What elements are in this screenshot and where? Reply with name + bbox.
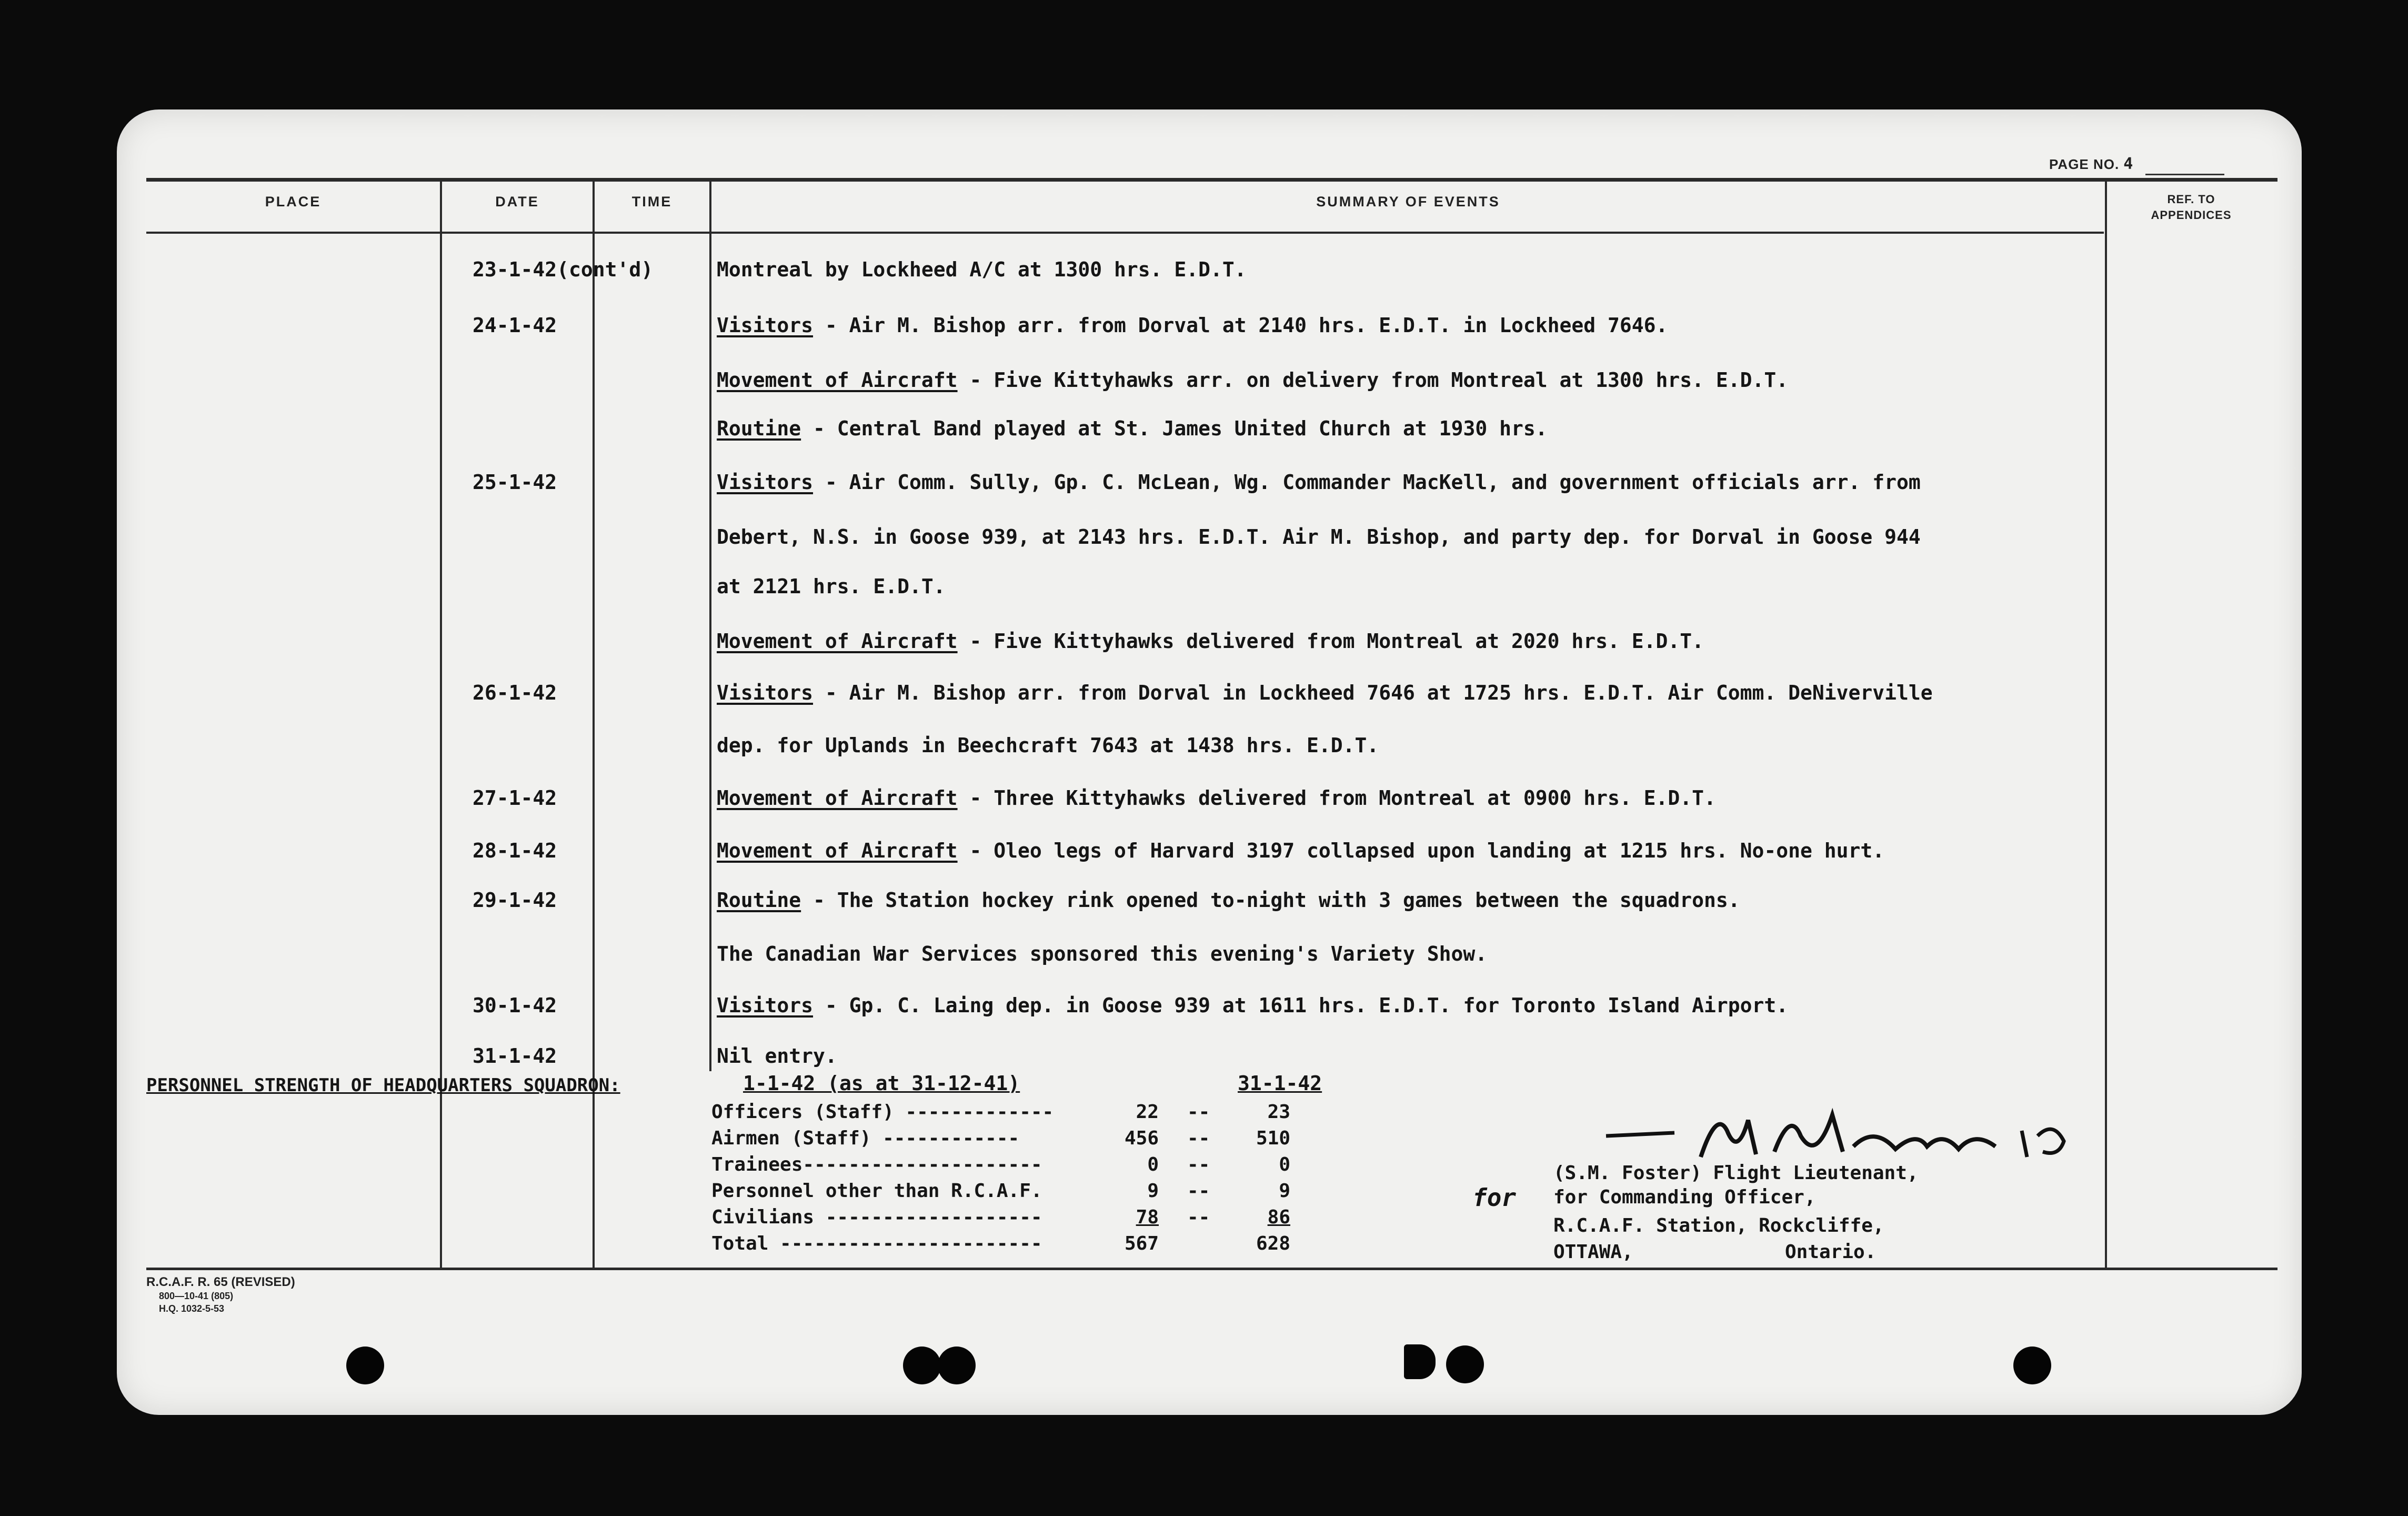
entry-date: 29-1-42: [473, 889, 557, 912]
entry-text: [717, 889, 1740, 912]
entry-text: [717, 1044, 837, 1068]
punch-hole: [1446, 1345, 1484, 1383]
entry-date: 25-1-42: [473, 471, 557, 494]
entry-body: - Air Comm. Sully, Gp. C. McLean, Wg. Commander MacKell, and government officials arr. from: [813, 471, 1921, 494]
form-id-line1: R.C.A.F. R. 65 (REVISED): [146, 1275, 295, 1289]
entry-category: Visitors: [717, 471, 814, 494]
entry-text: [717, 942, 1487, 965]
entry-category: Visitors: [717, 314, 814, 337]
top-rule: [146, 178, 2277, 182]
personnel-dash: --: [1187, 1101, 1210, 1123]
personnel-row-v1: 9: [1147, 1180, 1159, 1202]
entry-body: The Canadian War Services sponsored this evening's Variety Show.: [717, 942, 1488, 965]
entry-body: dep. for Uplands in Beechcraft 7643 at 1438 hrs. E.D.T.: [717, 734, 1379, 757]
entry-category: Movement of Aircraft: [717, 630, 958, 653]
personnel-row-v2: 628: [1256, 1233, 1290, 1254]
form-id-line2: 800—10-41 (805): [159, 1291, 234, 1301]
entry-text: [717, 368, 1788, 392]
personnel-row-label: Officers (Staff) -------------: [711, 1101, 1054, 1123]
entry-body: - Air M. Bishop arr. from Dorval at 2140 hrs. E.D.T. in Lockheed 7646.: [813, 314, 1668, 337]
col-time: TIME: [631, 194, 673, 210]
entry-text: [717, 630, 1704, 653]
personnel-dash: --: [1187, 1180, 1210, 1202]
personnel-row-label: Total -----------------------: [711, 1233, 1042, 1254]
entry-category: Movement of Aircraft: [717, 368, 958, 392]
punch-hole: [903, 1347, 941, 1384]
entry-body: - Five Kittyhawks arr. on delivery from Montreal at 1300 hrs. E.D.T.: [957, 368, 1789, 392]
entry-body: Debert, N.S. in Goose 939, at 2143 hrs. E.D.T. Air M. Bishop, and party dep. for Dorval in Goose 944: [717, 525, 1921, 548]
bottom-rule: [146, 1268, 2277, 1270]
signature-line3: R.C.A.F. Station, Rockcliffe,: [1553, 1215, 1884, 1236]
entry-body: Montreal by Lockheed A/C at 1300 hrs. E.D.T.: [717, 258, 1247, 281]
entry-text: [717, 258, 1247, 281]
punch-hole: [1404, 1344, 1436, 1379]
date-time-divider: [593, 182, 595, 1268]
entry-text: [717, 575, 946, 598]
entry-date: 23-1-42(cont'd): [473, 258, 654, 281]
personnel-dash: --: [1187, 1154, 1210, 1175]
form-id-line3: H.Q. 1032-5-53: [159, 1303, 225, 1314]
entry-date: 26-1-42: [473, 681, 557, 704]
entry-category: Routine: [717, 889, 801, 912]
time-summary-divider: [709, 182, 711, 1071]
entry-date: 27-1-42: [473, 786, 557, 810]
entry-body: - Five Kittyhawks delivered from Montreal at 2020 hrs. E.D.T.: [957, 630, 1704, 653]
personnel-row-v1: 0: [1147, 1154, 1159, 1175]
entry-date: 30-1-42: [473, 994, 557, 1017]
entry-body: at 2121 hrs. E.D.T.: [717, 575, 946, 598]
punch-hole: [2013, 1347, 2051, 1384]
entry-category: Movement of Aircraft: [717, 786, 958, 810]
entry-text: [717, 994, 1788, 1017]
personnel-row-label: Civilians -------------------: [711, 1206, 1042, 1228]
personnel-row-v2: 86: [1267, 1206, 1290, 1228]
signature-line1: (S.M. Foster) Flight Lieutenant,: [1553, 1162, 1919, 1184]
entry-category: Movement of Aircraft: [717, 839, 958, 862]
page-no-label: PAGE NO.: [2049, 156, 2120, 172]
personnel-row-label: Trainees---------------------: [711, 1154, 1042, 1175]
personnel-col2-head: 31-1-42: [1238, 1072, 1322, 1095]
entry-text: [717, 525, 1921, 548]
col-ref-line1: REF. TO: [2167, 193, 2215, 206]
entry-body: - Oleo legs of Harvard 3197 collapsed upon landing at 1215 hrs. No-one hurt.: [957, 839, 1885, 862]
place-date-divider: [440, 182, 442, 1268]
page-no-underline: [2145, 174, 2224, 175]
personnel-row-v2: 0: [1279, 1154, 1290, 1175]
personnel-row-v1: 567: [1124, 1233, 1159, 1254]
entry-date: 24-1-42: [473, 314, 557, 337]
signature-city: OTTAWA,: [1553, 1241, 1633, 1263]
diary-card: [117, 109, 2302, 1415]
entry-category: Visitors: [717, 994, 814, 1017]
personnel-title: PERSONNEL STRENGTH OF HEADQUARTERS SQUADRON:: [146, 1075, 620, 1096]
entry-category: Routine: [717, 417, 801, 440]
entry-body: Nil entry.: [717, 1044, 837, 1068]
personnel-row-v2: 23: [1267, 1101, 1290, 1123]
personnel-row-v1: 456: [1124, 1128, 1159, 1149]
signature-prefix: for: [1472, 1183, 1517, 1212]
col-summary: SUMMARY OF EVENTS: [1316, 194, 1500, 210]
personnel-row-v2: 9: [1279, 1180, 1290, 1202]
punch-hole: [346, 1347, 384, 1384]
col-ref-line2: APPENDICES: [2151, 208, 2232, 222]
entry-body: - Three Kittyhawks delivered from Montreal at 0900 hrs. E.D.T.: [957, 786, 1716, 810]
entry-body: - Air M. Bishop arr. from Dorval in Lockheed 7646 at 1725 hrs. E.D.T. Air Comm. DeNiverville: [813, 681, 1933, 704]
col-date: DATE: [495, 194, 539, 210]
personnel-row-v1: 22: [1136, 1101, 1159, 1123]
signature-line2: for Commanding Officer,: [1553, 1186, 1816, 1208]
entry-date: 28-1-42: [473, 839, 557, 862]
page-no-value: 4: [2123, 155, 2134, 173]
personnel-row-v1: 78: [1136, 1206, 1159, 1228]
entry-text: [717, 839, 1884, 862]
personnel-row-v2: 510: [1256, 1128, 1290, 1149]
col-ref: [2107, 192, 2275, 223]
page-number: [2049, 155, 2133, 173]
signature-province: Ontario.: [1785, 1241, 1877, 1263]
entry-body: - The Station hockey rink opened to-night with 3 games between the squadrons.: [801, 889, 1740, 912]
entry-body: - Central Band played at St. James United Church at 1930 hrs.: [801, 417, 1548, 440]
entry-text: [717, 681, 1933, 704]
personnel-row-label: Airmen (Staff) ------------: [711, 1128, 1020, 1149]
punch-hole: [938, 1347, 976, 1384]
entry-category: Visitors: [717, 681, 814, 704]
entry-body: - Gp. C. Laing dep. in Goose 939 at 1611 hrs. E.D.T. for Toronto Island Airport.: [813, 994, 1789, 1017]
entry-text: [717, 314, 1668, 337]
entry-text: [717, 786, 1716, 810]
personnel-col1-head: 1-1-42 (as at 31-12-41): [743, 1072, 1020, 1095]
col-place: PLACE: [265, 194, 322, 210]
personnel-dash: --: [1187, 1206, 1210, 1228]
entry-text: [717, 471, 1921, 494]
personnel-dash: --: [1187, 1128, 1210, 1149]
personnel-row-label: Personnel other than R.C.A.F.: [711, 1180, 1042, 1202]
entry-date: 31-1-42: [473, 1044, 557, 1068]
entry-text: [717, 734, 1379, 757]
entry-text: [717, 417, 1548, 440]
